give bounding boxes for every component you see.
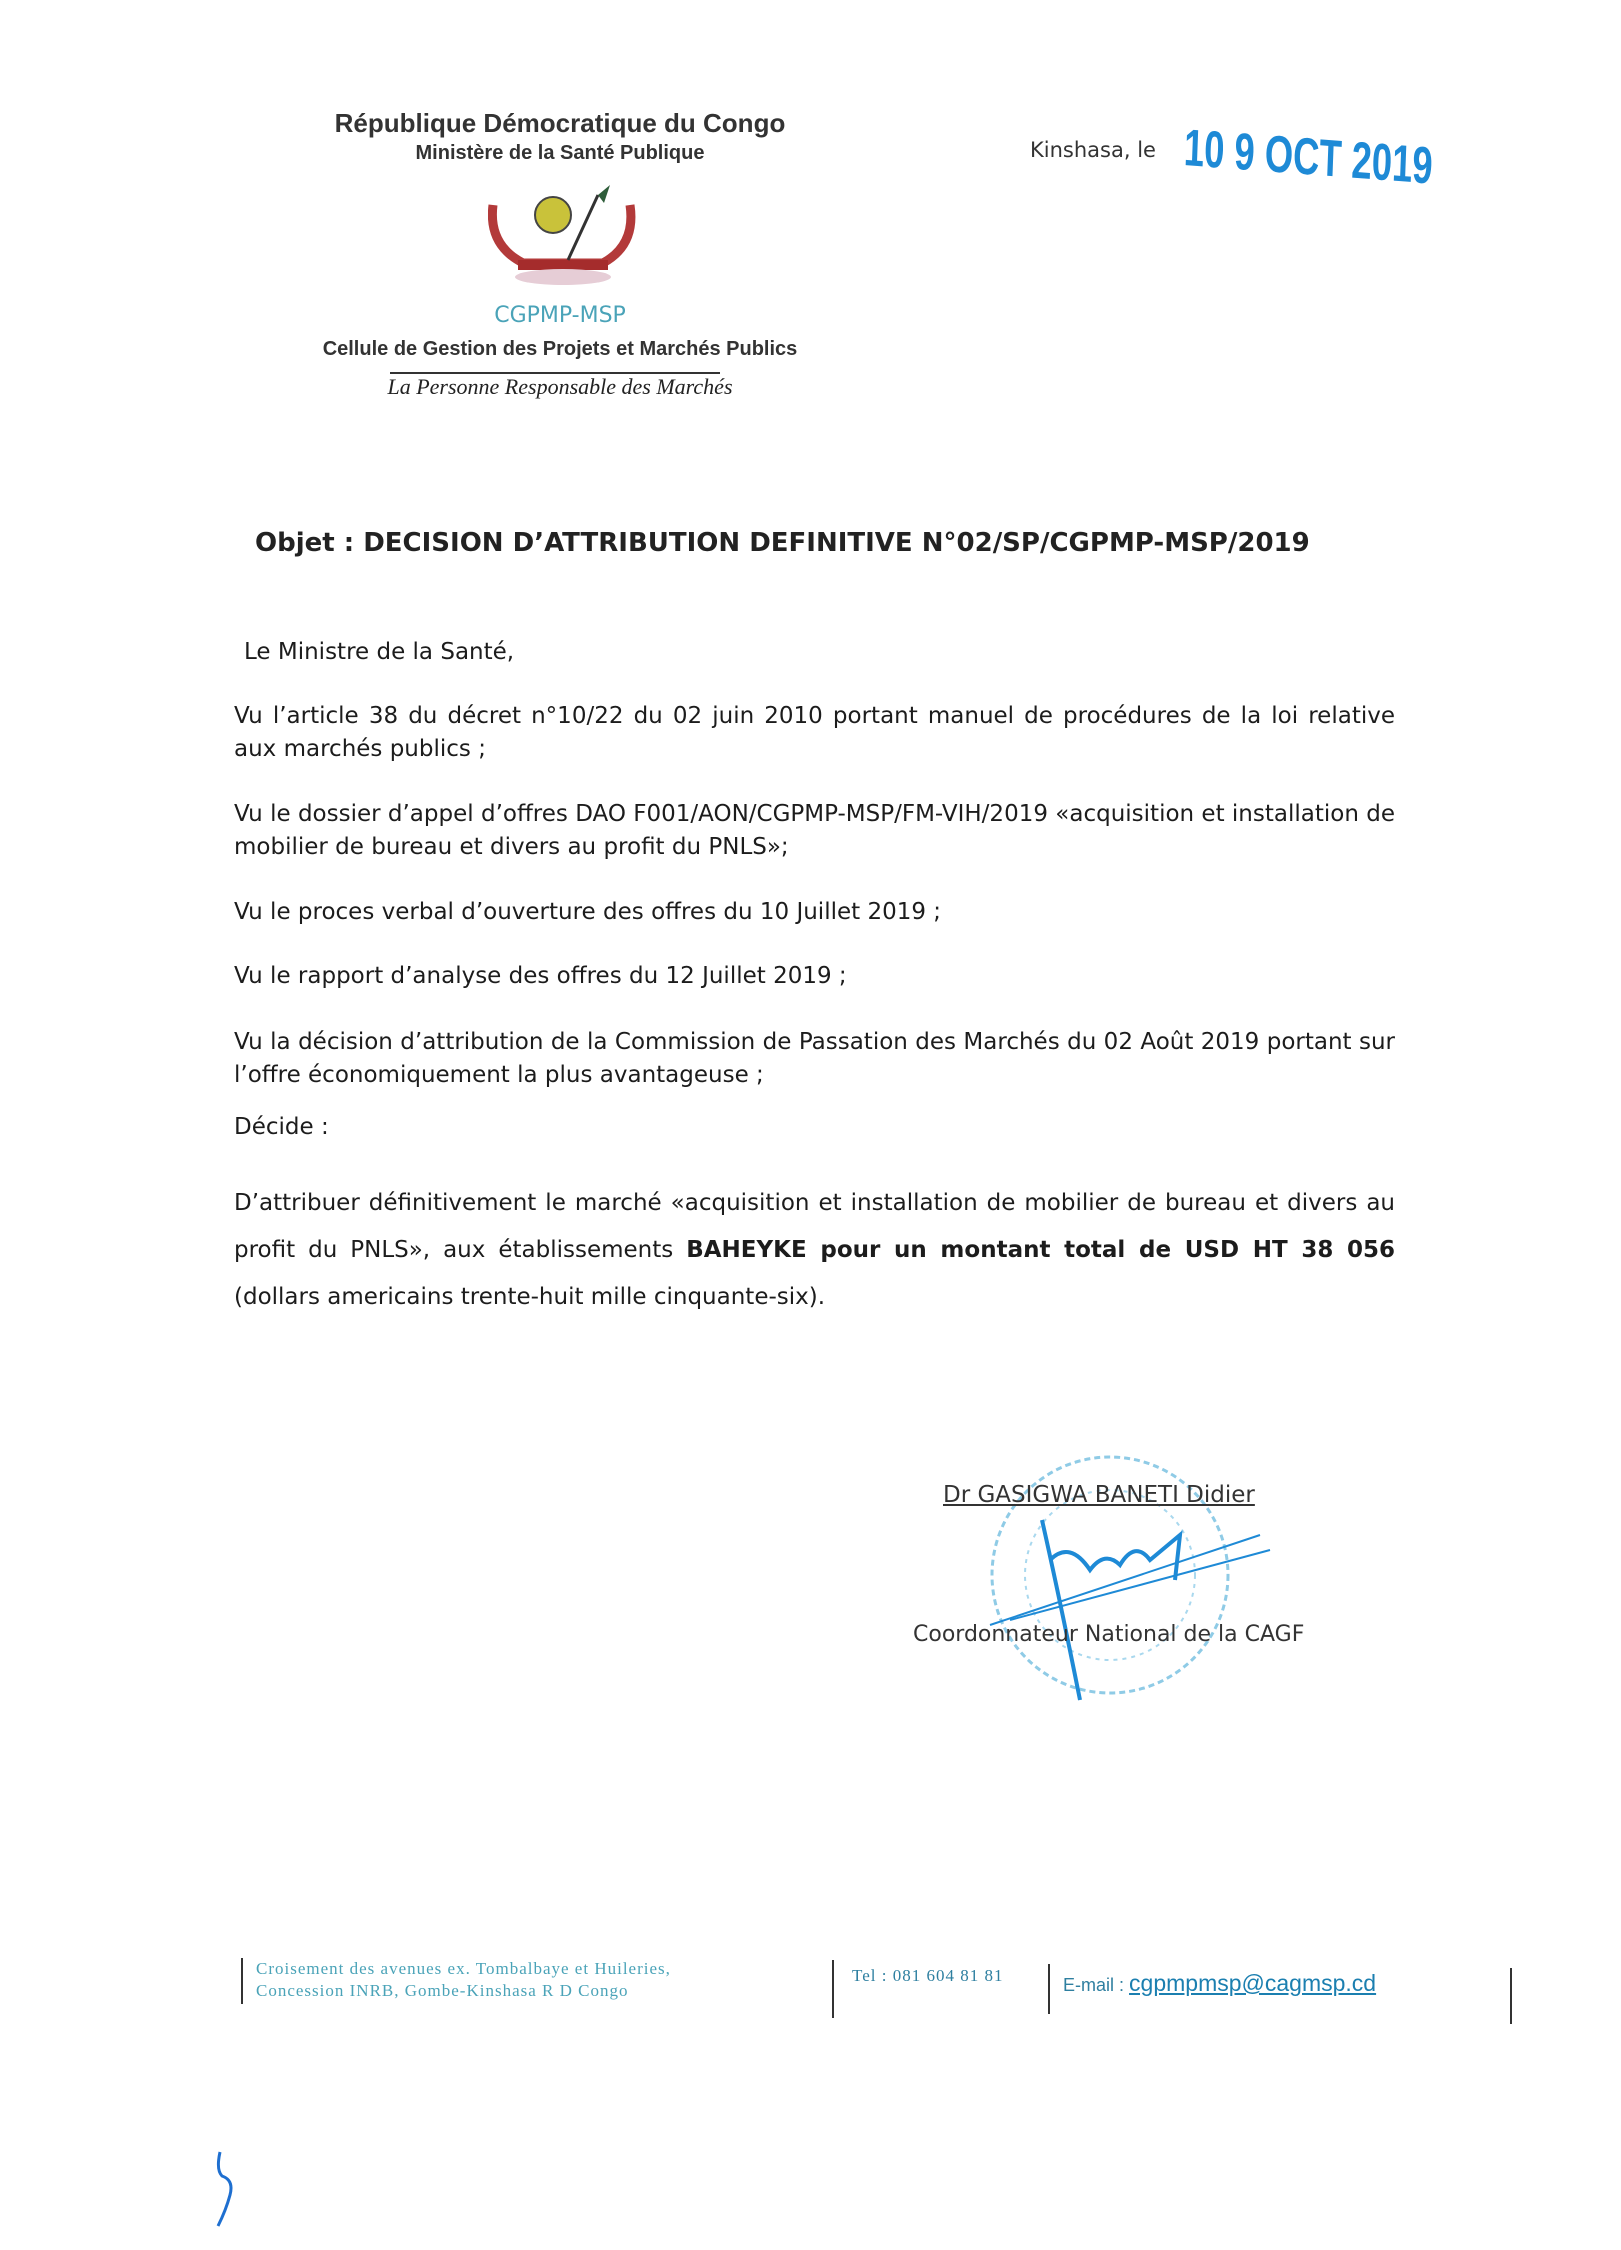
consideration-2: Vu le dossier d’appel d’offres DAO F001/AON/CGPMP-MSP/FM-VIH/2019 «acquisition et installation de mobilier de bureau et divers au profit du PNLS»; xyxy=(234,801,1395,860)
decision-company: BAHEYKE xyxy=(686,1237,807,1263)
consideration-1: Vu l’article 38 du décret n°10/22 du 02 juin 2010 portant manuel de procédures de la loi relative aux marchés publics ; xyxy=(234,703,1395,762)
handwritten-page-mark xyxy=(212,2150,242,2230)
footer-divider xyxy=(241,1958,243,2004)
address-line-2: Concession INRB, Gombe-Kinshasa R D Congo xyxy=(256,1981,629,2000)
salutation: Le Ministre de la Santé, xyxy=(244,639,515,665)
signatory-name: Dr GASIGWA BANETI Didier xyxy=(943,1482,1255,1508)
consideration-3: Vu le proces verbal d’ouverture des offres du 10 Juillet 2019 ; xyxy=(234,899,942,925)
consideration-4: Vu le rapport d’analyse des offres du 12 Juillet 2019 ; xyxy=(234,963,847,989)
subject-text: DECISION D’ATTRIBUTION DEFINITIVE N°02/SP/CGPMP-MSP/2019 xyxy=(363,528,1310,558)
decide-label: Décide : xyxy=(234,1114,329,1140)
consideration-5: Vu la décision d’attribution de la Commission de Passation des Marchés du 02 Août 2019 portant sur l’offre économiquement la plus avantageuse ; xyxy=(234,1029,1395,1088)
decision-paragraph xyxy=(234,1180,1395,1321)
address-line-1: Croisement des avenues ex. Tombalbaye et Huileries, xyxy=(256,1959,671,1978)
country-name: République Démocratique du Congo xyxy=(334,108,786,138)
footer-divider xyxy=(1510,1968,1512,2024)
unit-acronym: CGPMP-MSP xyxy=(494,303,626,328)
decision-pre: D’attribuer définitivement le marché «acquisition et installation de mobilier de bureau et divers au profit du PNLS», aux établissements xyxy=(234,1190,1395,1263)
footer-address xyxy=(256,1958,671,2002)
footer-tel: Tel : 081 604 81 81 xyxy=(852,1966,1004,1985)
signatory-title: Coordonnateur National de la CAGF xyxy=(913,1622,1305,1647)
subject-line xyxy=(255,528,1310,558)
decision-post: (dollars americains trente-huit mille cinquante-six). xyxy=(234,1284,826,1310)
ministry-name: Ministère de la Santé Publique xyxy=(415,142,705,164)
coat-of-arms-emblem xyxy=(488,185,638,285)
decision-amount: pour un montant total de USD HT 38 056 xyxy=(806,1237,1396,1263)
email-link[interactable]: cgpmpmsp@cagmsp.cd xyxy=(1129,1970,1377,1996)
date-place: Kinshasa, le xyxy=(1030,138,1156,162)
responsible-role: La Personne Responsable des Marchés xyxy=(387,374,733,399)
footer-divider xyxy=(832,1960,834,2018)
footer-email xyxy=(1063,1970,1376,1997)
unit-name: Cellule de Gestion des Projets et Marchés Publics xyxy=(322,338,798,360)
email-label: E-mail : xyxy=(1063,1975,1125,1995)
footer-divider xyxy=(1048,1964,1050,2014)
date-stamp: 10 9 OCT 2019 xyxy=(1182,119,1434,196)
official-stamp-and-signature xyxy=(930,1440,1290,1710)
subject-label: Objet : xyxy=(255,528,355,558)
